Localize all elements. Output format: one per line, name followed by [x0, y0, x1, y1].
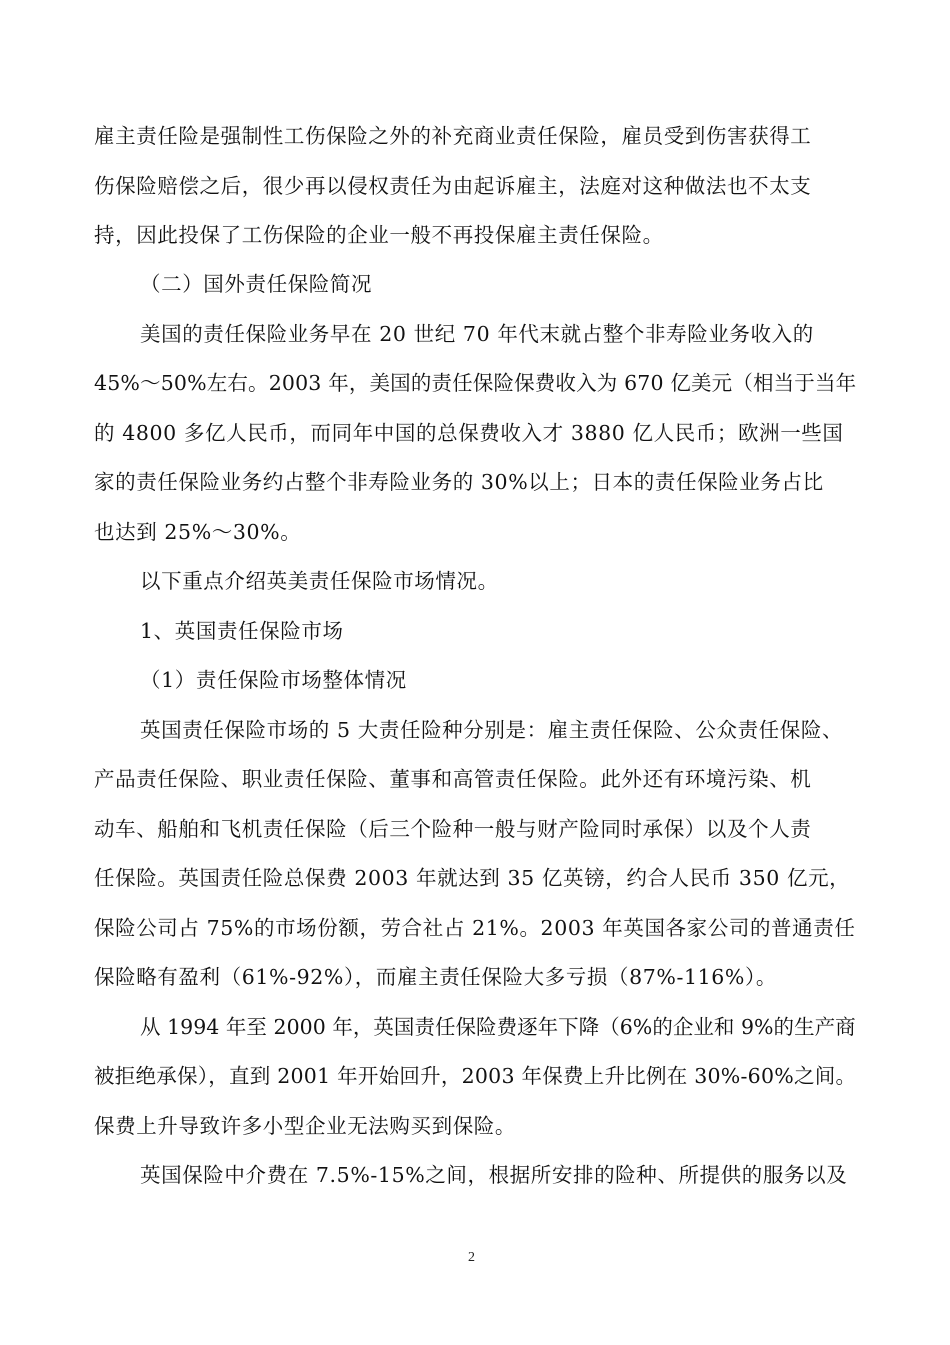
- text-line: 美国的责任保险业务早在 20 世纪 70 年代末就占整个非寿险业务收入的: [140, 322, 814, 346]
- text-line: 雇主责任险是强制性工伤保险之外的补充商业责任保险，雇员受到伤害获得工: [94, 124, 812, 148]
- text-line: 45%～50%左右。2003 年，美国的责任保险保费收入为 670 亿美元（相当于当年: [94, 371, 857, 395]
- subsection-heading: （1）责任保险市场整体情况: [140, 668, 407, 692]
- page-number: 2: [468, 1250, 475, 1265]
- text-line: 英国责任保险市场的 5 大责任险种分别是：雇主责任保险、公众责任保险、: [140, 718, 844, 742]
- text-line: 从 1994 年至 2000 年，英国责任保险费逐年下降（6%的企业和 9%的生产商: [140, 1015, 856, 1039]
- text-line: 的 4800 多亿人民币，而同年中国的总保费收入才 3880 亿人民币；欧洲一些国: [94, 421, 844, 445]
- text-line: 保费上升导致许多小型企业无法购买到保险。: [94, 1114, 516, 1138]
- text-line: 持，因此投保了工伤保险的企业一般不再投保雇主责任保险。: [94, 223, 664, 247]
- subsection-heading: 1、英国责任保险市场: [140, 619, 344, 643]
- text-line: 英国保险中介费在 7.5%-15%之间，根据所安排的险种、所提供的服务以及: [140, 1163, 848, 1187]
- text-line: 产品责任保险、职业责任保险、董事和高管责任保险。此外还有环境污染、机: [94, 767, 812, 791]
- text-line: 以下重点介绍英美责任保险市场情况。: [140, 569, 499, 593]
- text-line: 被拒绝承保），直到 2001 年开始回升，2003 年保费上升比例在 30%-60%之间。: [94, 1064, 857, 1088]
- text-line: 动车、船舶和飞机责任保险（后三个险种一般与财产险同时承保）以及个人责: [94, 817, 812, 841]
- text-line: 保险公司占 75%的市场份额，劳合社占 21%。2003 年英国各家公司的普通责任: [94, 916, 856, 940]
- text-line: 保险略有盈利（61%-92%），而雇主责任保险大多亏损（87%-116%）。: [94, 965, 777, 989]
- text-line: 也达到 25%～30%。: [94, 520, 302, 544]
- section-heading: （二）国外责任保险简况: [140, 272, 373, 296]
- text-line: 任保险。英国责任险总保费 2003 年就达到 35 亿英镑，约合人民币 350 亿元，: [94, 866, 851, 890]
- text-line: 家的责任保险业务约占整个非寿险业务的 30%以上；日本的责任保险业务占比: [94, 470, 824, 494]
- text-line: 伤保险赔偿之后，很少再以侵权责任为由起诉雇主，法庭对这种做法也不太支: [94, 174, 812, 198]
